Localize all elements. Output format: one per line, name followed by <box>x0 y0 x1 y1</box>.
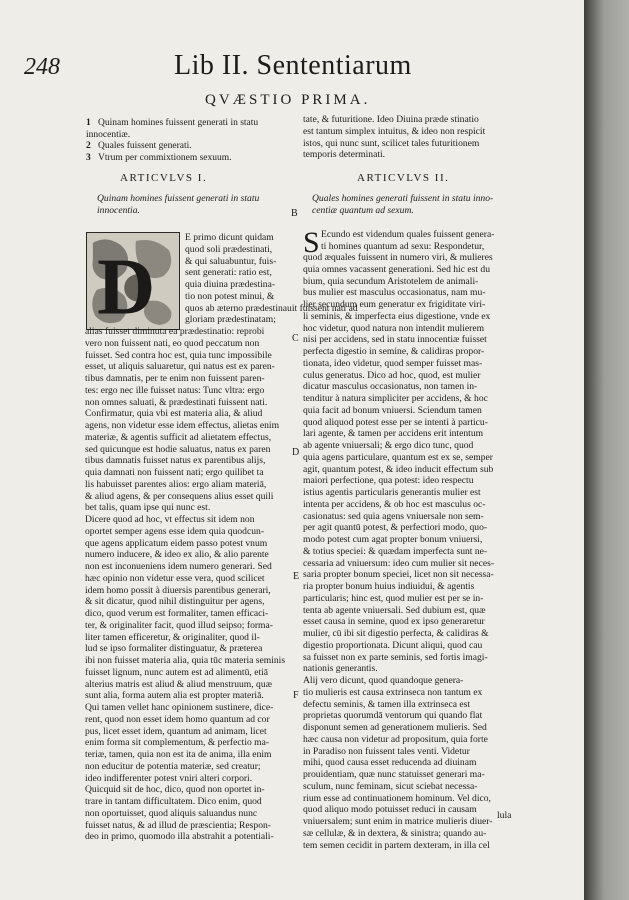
running-header <box>24 48 412 86</box>
text-line: intenta per accidens, & ob hoc est masculus oc- <box>303 498 486 510</box>
decorated-initial-d <box>86 232 180 330</box>
text-line: numero inducere, & ideo ex alio, & alio parente <box>85 549 269 561</box>
text-line: bet talis, quam ipse qui nunc est. <box>85 502 211 514</box>
catchword: lula <box>497 810 512 821</box>
text-line: sed quicunque est hodie saluatus, natus ex paren <box>85 443 271 455</box>
text-line: ideo indifferenter potest vniri alteri corpori. <box>85 772 253 784</box>
article2-heading: ARTICVLVS II. <box>357 172 450 184</box>
subtitle-line: centiæ quantum ad sexum. <box>312 204 414 216</box>
toc-text: innocentiæ. <box>86 129 131 140</box>
right-top-text <box>303 114 569 161</box>
subtitle-line: Quales homines generati fuissent in statu inno- <box>312 193 494 204</box>
drop-initial-d: D <box>97 242 156 332</box>
text-line: quia facit ad bonum vniuersi. Sciendum tamen <box>303 404 482 416</box>
text-line: quia damnati non fuissent nati; ergo quilibet ta <box>85 467 264 478</box>
text-line: que agens applicatum eidem passo potest vnum <box>85 537 268 549</box>
text-line: cessaria ad vniuersum: ideo cum mulier sit neces- <box>303 557 495 569</box>
text-line: enim forma sit complementum, & perfectio ma- <box>85 737 270 749</box>
text-line: materiæ, & agentis sufficit ad alietatem effectus, <box>85 431 272 443</box>
text-line: sa fuisset non ex parte seminis, sed fortis imagi- <box>303 651 488 663</box>
text-line: sculum, nunc feminam, sicut sciebat necessa- <box>303 780 478 792</box>
article1-subtitle <box>97 193 259 216</box>
text-line: lier secundum eum generatur ex frigiditate viri- <box>303 299 486 310</box>
text-line: sunt alia, forma autem alia est propter materiā. <box>85 690 264 702</box>
text-line: oportet semper agens esse idem quia quodcun- <box>85 525 265 537</box>
text-line: agit, quantum potest, & ideo inducit effectum sub <box>303 463 494 475</box>
text-line: bium, quia secundum Aristotelem de animali- <box>303 275 479 287</box>
text-line: & totius speciei: & quædam imperfecta sunt ne- <box>303 545 488 557</box>
text-line: sent generati: ratio est, <box>185 267 272 279</box>
text-line: idem homo possit à diuersis parentibus generari, <box>85 584 271 596</box>
text-line: defectu seminis, & tamen illa extrinseca est <box>303 698 471 710</box>
text-line: agens, non videtur esse idem effectus, alietas enim <box>85 420 280 431</box>
margin-letter-c: C <box>292 333 299 344</box>
text-line: istos, qui nunc sunt, scilicet tales futuritionem <box>303 137 480 149</box>
toc-text: Quinam homines fuissent generati in statu <box>98 118 259 128</box>
article2-body <box>303 252 569 851</box>
text-line: rium esse ad continuationem hominum. Vel dico, <box>303 792 491 804</box>
text-line: liter tamen efficeretur, & originaliter, quod il- <box>85 631 260 643</box>
margin-letter-b: B <box>291 208 298 219</box>
scan-edge <box>584 0 629 900</box>
text-line: per agit quantū potest, & perfectiori modo, quo- <box>303 522 488 534</box>
ornament-initial-icon <box>87 233 179 332</box>
question-contents <box>86 118 291 164</box>
toc-text: Quales fuissent generati. <box>98 141 192 151</box>
text-line: deo in primo, quomodo illa abstrahit a potentiali- <box>85 831 274 843</box>
text-line: mihi, quod causa esset reducenda ad diuinam <box>303 757 477 769</box>
text-line: nationis generantis. <box>303 663 378 675</box>
text-line: ab agente vniuersali; & ergo dico tunc, quod <box>303 440 474 451</box>
text-line: non educitur de potentia materiæ, sed creatur; <box>85 760 261 772</box>
text-line: gloriam prædestinatam; <box>185 314 276 326</box>
text-line: & qui saluabuntur, fuis- <box>185 255 277 267</box>
text-line: ria propter bonum huius indiuidui, & agentis <box>303 581 475 592</box>
text-line: hæc opinio non videtur esse vera, quod scilicet <box>85 572 265 584</box>
text-line: Ecundo est videndum quales fuissent genera- <box>321 229 495 240</box>
text-line: hoc videtur, quod natura non intendit mulierem <box>303 322 485 334</box>
subtitle-line: innocentia. <box>97 204 140 216</box>
text-line: quod æquales fuissent in numero viri, & mulieres <box>303 252 493 263</box>
text-line: teriæ, tamen, quia non est ita de anima, illa enim <box>85 749 272 760</box>
text-line: proprietas quorumdā ventorum qui quando flat <box>303 710 483 722</box>
text-line: lud se ipso formaliter distinguatur, & præterea <box>85 643 263 655</box>
text-line: quod aliquod potest esse per se intenti à particu- <box>303 416 488 428</box>
text-line: culus generatus. Dico ad hoc, quod, est mulier <box>303 369 481 381</box>
text-line: quia diuina prædestina- <box>185 279 276 290</box>
text-line: tio mulieris est causa extrinseca non tantum ex <box>303 686 483 698</box>
article2-subtitle <box>312 193 493 216</box>
text-line: E primo dicunt quidam <box>185 232 274 243</box>
text-line: prouidentiam, quæ nunc statuisset generari ma- <box>303 769 485 780</box>
text-line: & sit dicatur, quod nihil distinguitur per agens, <box>85 596 265 608</box>
text-line: Qui tamen vellet hanc opinionem sustinere, dice- <box>85 702 274 713</box>
subtitle-line: Quinam homines fuissent generati in statu <box>97 193 260 204</box>
text-line: tenta ab agente vniuersali. Sed dubium est, quæ <box>303 604 486 616</box>
text-line: dico, quod verum est formaliter, tamen efficaci- <box>85 608 269 619</box>
toc-number: 3 <box>86 152 91 163</box>
text-line: rent, quod non esset idem homo quantum ad cor <box>85 713 270 725</box>
text-line: alterius matris est aliud & aliud menstruum, quæ <box>85 678 273 690</box>
text-line: perfecta digestio in semine, & calidiras propor- <box>303 346 485 357</box>
text-line: Alij vero dicunt, quod quandoque genera- <box>303 675 464 686</box>
text-line: sæ cellulæ, & in dextera, & sinistra; quando au- <box>303 827 487 839</box>
text-line: tibus damnatis fuisset natus ex parentibus alijs, <box>85 455 266 467</box>
text-line: & aliud agens, & per consequens alius esset quili <box>85 490 274 502</box>
text-line: dicatur masculus occasionatus, non tamen in- <box>303 381 478 393</box>
running-title: Lib II. Sententiarum <box>174 50 412 81</box>
text-line: Dicere quod ad hoc, vt effectus sit idem non <box>85 514 255 525</box>
text-line: ti homines quantum ad sexu: Respondetur, <box>321 240 485 252</box>
text-line: fuisset natus, & ad illud de præscientia; Respon- <box>85 819 271 831</box>
text-line: casionatus: sed quia agens vniuersale non sem- <box>303 510 484 522</box>
text-line: maiori perfectione, qua potest: ideo respectu <box>303 475 474 487</box>
text-line: modo potest cum agat propter bonum vniuersi, <box>303 534 483 545</box>
text-line: hæc causa non videtur ad propositum, quia forte <box>303 733 488 745</box>
drop-initial-s: S <box>303 226 320 259</box>
text-line: non oportuisset, quod aliquis saluandus nunc <box>85 807 258 819</box>
text-line: tio non potest minui, & <box>185 290 275 302</box>
text-line: esset, ut aliquis saluaretur, qui natus est ex paren- <box>85 361 275 373</box>
text-line: quia agens particulare, quantum est ex se, semper <box>303 451 493 463</box>
text-line: digestio proportionata. Dicunt aliqui, quod cau <box>303 639 483 651</box>
text-line: est tantum simplex intuitus, & ideo non respicit <box>303 125 486 137</box>
text-line: quos ab æterno prædestinauit fuissent nati ad <box>185 302 358 314</box>
text-line: lari agente, & tamen per accidens erit intentum <box>303 428 484 440</box>
text-line: bus mulier est masculus occasionatus, nam mu- <box>303 287 486 299</box>
text-line: disponunt semen ad generationem mulieris. Sed <box>303 722 487 733</box>
margin-letter-f: F <box>293 690 299 701</box>
text-line: nisi per accidens, sed in statu innocentiæ fuisset <box>303 334 487 346</box>
text-line: tem semen cecidit in partem dexteram, in illa cel <box>303 839 490 851</box>
page-number: 248 <box>24 54 60 80</box>
text-line: lis habuisset parentes alios: ergo aliam materiā, <box>85 478 267 490</box>
toc-line <box>86 141 291 153</box>
toc-text: Vtrum per commixtionem sexuum. <box>98 152 232 163</box>
toc-number: 1 <box>86 118 91 128</box>
text-line: mulier, cū ibi sit digestio perfecta, & calidiras & <box>303 628 489 639</box>
text-line: esset causa in semine, quod ex ipso generaretur <box>303 616 485 628</box>
text-line: temporis determinati. <box>303 149 386 161</box>
text-line: vero non fuissent nati, eo quod peccatum non <box>85 337 260 349</box>
text-line: tes: ergo nec ille fuisset natus: Tunc vltra: ergo <box>85 384 265 396</box>
article1-heading: ARTICVLVS I. <box>120 172 208 184</box>
text-line: saria propter bonum speciei, licet non sit necessa- <box>303 569 494 581</box>
toc-line <box>86 130 291 142</box>
text-line: vniuersalem; sunt enim in matrice mulieris diuer- <box>303 816 493 827</box>
text-line: Quicquid sit de hoc, dico, quod non oportet in- <box>85 784 265 796</box>
article1-body <box>85 326 290 843</box>
toc-line <box>86 118 291 130</box>
toc-number: 2 <box>86 141 91 151</box>
article1-text-beside-initial <box>185 232 358 326</box>
margin-letter-e: E <box>293 571 300 582</box>
text-line: in Paradiso non fuissent tales venti. Videtur <box>303 745 470 757</box>
text-line: pus, licet esset idem, quantum ad animam, licet <box>85 725 267 737</box>
text-line: quia omnes vacassent generationi. Sed hic est du <box>303 263 491 275</box>
text-line: tenditur à natura simpliciter per accidens, & hoc <box>303 393 488 404</box>
text-line: quod soli prædestinati, <box>185 243 273 255</box>
text-line: istius agentis particularis generantis mulier est <box>303 487 481 498</box>
article2-first-lines <box>321 229 569 253</box>
text-line: ibi non fuisset materia alia, quia tūc materia seminis <box>85 655 286 666</box>
text-line: tate, & futuritione. Ideo Diuina præde stinatio <box>303 114 479 125</box>
text-line: tibus damnatis, per te enim non fuissent paren- <box>85 373 265 384</box>
text-line: ter, & originaliter facit, quod illud seipso; forma- <box>85 619 273 631</box>
toc-line <box>86 153 291 165</box>
text-line: trare in tantam difficultatem. Dico enim, quod <box>85 796 262 807</box>
text-line: quod aliquo modo potuisset reduci in causam <box>303 804 477 816</box>
text-line: alias fuisset diminuta ea prædestinatio: reprobi <box>85 326 265 337</box>
text-line: tionata, ideo videtur, quod semper fuisset mas- <box>303 357 483 369</box>
margin-letter-d: D <box>292 447 300 458</box>
question-title: QVÆSTIO PRIMA. <box>205 92 371 108</box>
text-line: non omnes saluati, & prædestinati fuissent nati. <box>85 396 268 408</box>
text-line: Confirmatur, quia vbi est materia alia, & aliud <box>85 408 263 420</box>
text-line: li seminis, & imperfecta eius digestione, vnde ex <box>303 310 491 322</box>
text-line: fuisset lignum, nunc autem est ad alimentū, etiā <box>85 666 269 678</box>
text-line: fuisset. Sed contra hoc est, quia tunc impossibile <box>85 349 272 361</box>
text-line: non est inconueniens idem numero generari. Sed <box>85 561 272 572</box>
text-line: particularis; hinc est, quod mulier est per se in- <box>303 592 484 604</box>
